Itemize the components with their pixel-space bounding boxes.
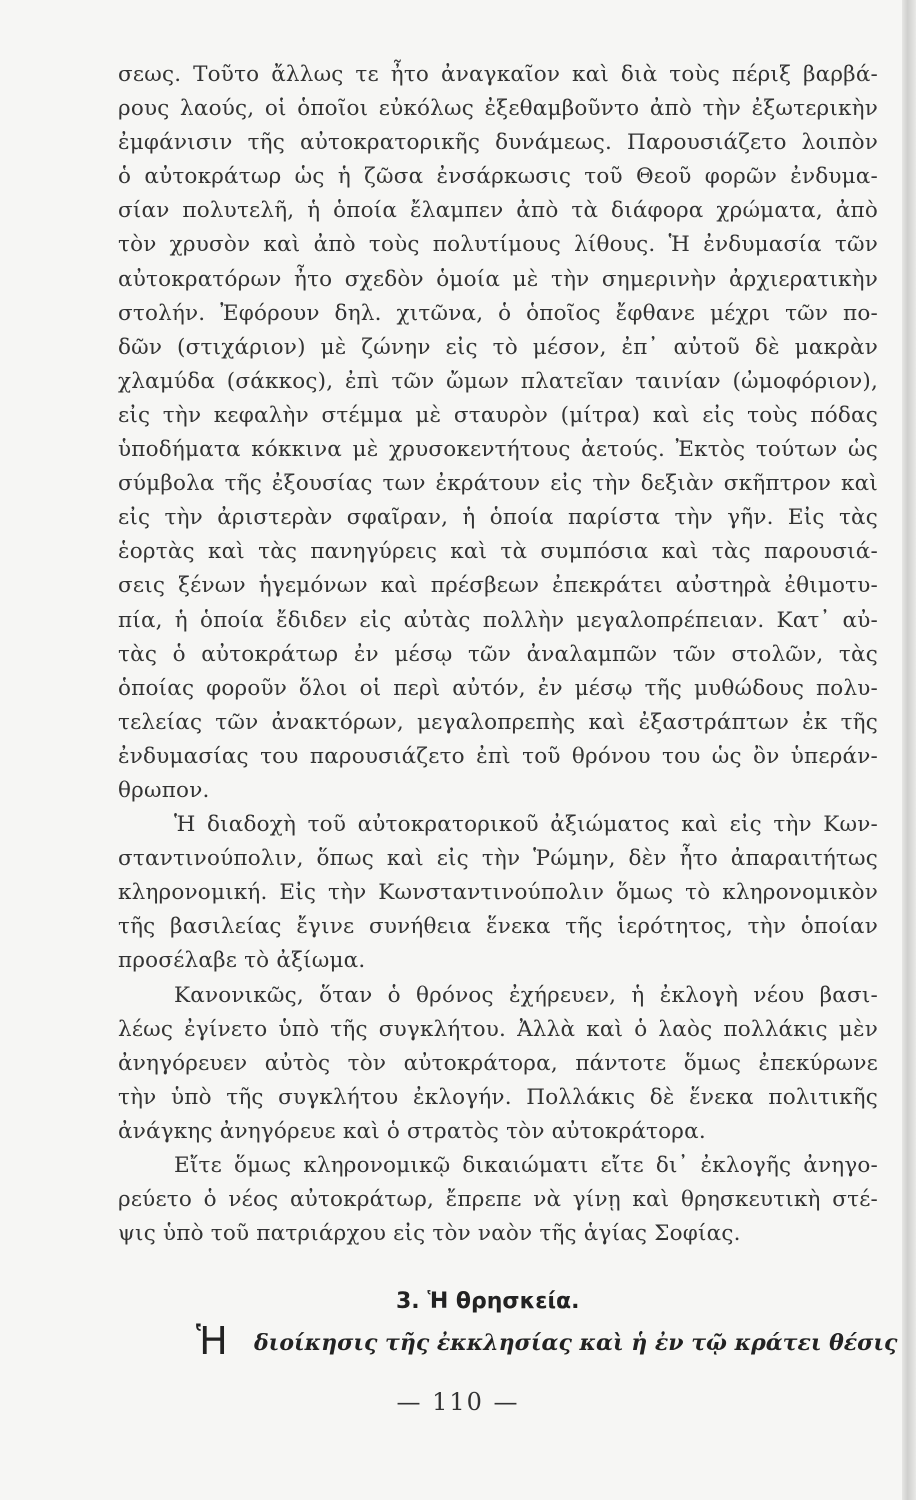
text-line: ὁποίας φοροῦν ὅλοι οἱ περὶ αὐτόν, ἐν μέσῳ τῆς μυθώδους πολυ- (118, 675, 878, 701)
body-text (118, 58, 878, 1251)
text-line: προσέλαβε τὸ ἀξίωμα. (118, 948, 366, 974)
page-number: — 110 — (396, 1388, 520, 1416)
text-line: τὸν χρυσὸν καὶ ἀπὸ τοὺς πολυτίμους λίθους. Ἡ ἐνδυμασία τῶν (118, 232, 878, 258)
text-line: ρους λαούς, οἱ ὁποῖοι εὐκόλως ἐξεθαμβοῦντο ἀπὸ τὴν ἐξωτερικὴν (118, 96, 878, 122)
text-line: τὰς ὁ αὐτοκράτωρ ἐν μέσῳ τῶν ἀναλαμπῶν τῶν στολῶν, τὰς (118, 641, 878, 667)
text-line: θρωπον. (118, 777, 210, 803)
text-line: σταντινούπολιν, ὅπως καὶ εἰς τὴν Ῥώμην, δὲν ἦτο ἀπαραιτήτως (118, 846, 878, 872)
text-line: σεις ξένων ἡγεμόνων καὶ πρέσβεων ἐπεκράτει αὐστηρὰ ἐθιμοτυ- (118, 573, 878, 599)
text-line: Εἴτε ὅμως κληρονομικῷ δικαιώματι εἴτε δι᾿ ἐκλογῆς ἀνηγο- (174, 1153, 878, 1178)
text-line: σύμβολα τῆς ἐξουσίας των ἐκράτουν εἰς τὴν δεξιὰν σκῆπτρον καὶ (118, 471, 878, 497)
text-line: ἑορτὰς καὶ τὰς πανηγύρεις καὶ τὰ συμπόσια καὶ τὰς παρουσιά- (118, 539, 878, 565)
text-line: ἀνηγόρευεν αὐτὸς τὸν αὐτοκράτορα, πάντοτε ὅμως ἐπεκύρωνε (118, 1050, 878, 1076)
text-line: ὑποδήματα κόκκινα μὲ χρυσοκεντήτους ἀετούς. Ἐκτὸς τούτων ὡς (118, 437, 878, 463)
text-line: τὴν ὑπὸ τῆς συγκλήτου ἐκλογήν. Πολλάκις δὲ ἕνεκα πολιτικῆς (118, 1084, 878, 1110)
text-line: στολήν. Ἐφόρουν δηλ. χιτῶνα, ὁ ὁποῖος ἔφθανε μέχρι τῶν πο- (118, 300, 878, 326)
subheading (200, 1330, 898, 1356)
text-line: τῆς βασιλείας ἔγινε συνήθεια ἕνεκα τῆς ἱερότητος, τὴν ὁποίαν (118, 914, 878, 940)
text-line: εἰς τὴν ἀριστερὰν σφαῖραν, ἡ ὁποία παρίστα τὴν γῆν. Εἰς τὰς (118, 505, 878, 531)
text-line: Κανονικῶς, ὅταν ὁ θρόνος ἐχήρευεν, ἡ ἐκλογὴ νέου βασι- (174, 982, 878, 1008)
subheading-text: διοίκησις τῆς ἐκκλησίας καὶ ἡ ἐν τῷ κράτει θέσις (254, 1330, 898, 1356)
text-line: τελείας τῶν ἀνακτόρων, μεγαλοπρεπὴς καὶ ἐξαστράπτων ἐκ τῆς (118, 709, 878, 735)
text-line: ὁ αὐτοκράτωρ ὡς ἡ ζῶσα ἐνσάρκωσις τοῦ Θεοῦ φορῶν ἐνδυμα- (118, 164, 878, 190)
text-line: δῶν (στιχάριον) μὲ ζώνην εἰς τὸ μέσον, ἐπ᾿ αὐτοῦ δὲ μακρὰν (118, 334, 878, 360)
text-line: ψις ὑπὸ τοῦ πατριάρχου εἰς τὸν ναὸν τῆς ἁγίας Σοφίας. (118, 1221, 741, 1247)
text-line: χλαμύδα (σάκκος), ἐπὶ τῶν ὤμων πλατεῖαν ταινίαν (ὠμοφόριον), (118, 368, 878, 394)
text-line: σεως. Τοῦτο ἄλλως τε ἦτο ἀναγκαῖον καὶ διὰ τοὺς πέριξ βαρβά- (118, 62, 878, 87)
text-line: αὐτοκρατόρων ἦτο σχεδὸν ὁμοία μὲ τὴν σημερινὴν ἀρχιερατικὴν (118, 266, 878, 292)
text-line: ἐνδυμασίας του παρουσιάζετο ἐπὶ τοῦ θρόνου του ὡς ὂν ὑπεράν- (118, 743, 878, 769)
text-line: ἐμφάνισιν τῆς αὐτοκρατορικῆς δυνάμεως. Παρουσιάζετο λοιπὸν (118, 130, 878, 156)
page-edge-shadow (902, 0, 916, 1500)
text-line: λέως ἐγίνετο ὑπὸ τῆς συγκλήτου. Ἀλλὰ καὶ ὁ λαὸς πολλάκις μὲν (118, 1016, 878, 1042)
subheading-initial: Ἡ (196, 1319, 228, 1363)
text-line: κληρονομική. Εἰς τὴν Κωνσταντινούπολιν ὅμως τὸ κληρονομικὸν (118, 880, 878, 906)
text-line: ἀνάγκης ἀνηγόρευε καὶ ὁ στρατὸς τὸν αὐτοκράτορα. (118, 1118, 706, 1144)
text-line: Ἡ διαδοχὴ τοῦ αὐτοκρατορικοῦ ἀξιώματος καὶ εἰς τὴν Κων- (174, 812, 878, 838)
text-line: εἰς τὴν κεφαλὴν στέμμα μὲ σταυρὸν (μίτρα) καὶ εἰς τοὺς πόδας (118, 402, 878, 428)
section-heading: 3. Ἡ θρησκεία. (396, 1289, 580, 1314)
text-line: σίαν πολυτελῆ, ἡ ὁποία ἔλαμπεν ἀπὸ τὰ διάφορα χρώματα, ἀπὸ (118, 198, 878, 224)
text-line: ρεύετο ὁ νέος αὐτοκράτωρ, ἔπρεπε νὰ γίνῃ καὶ θρησκευτικὴ στέ- (118, 1187, 878, 1213)
text-line: πία, ἡ ὁποία ἔδιδεν εἰς αὐτὰς πολλὴν μεγαλοπρέπειαν. Κατ᾿ αὐ- (118, 607, 878, 633)
